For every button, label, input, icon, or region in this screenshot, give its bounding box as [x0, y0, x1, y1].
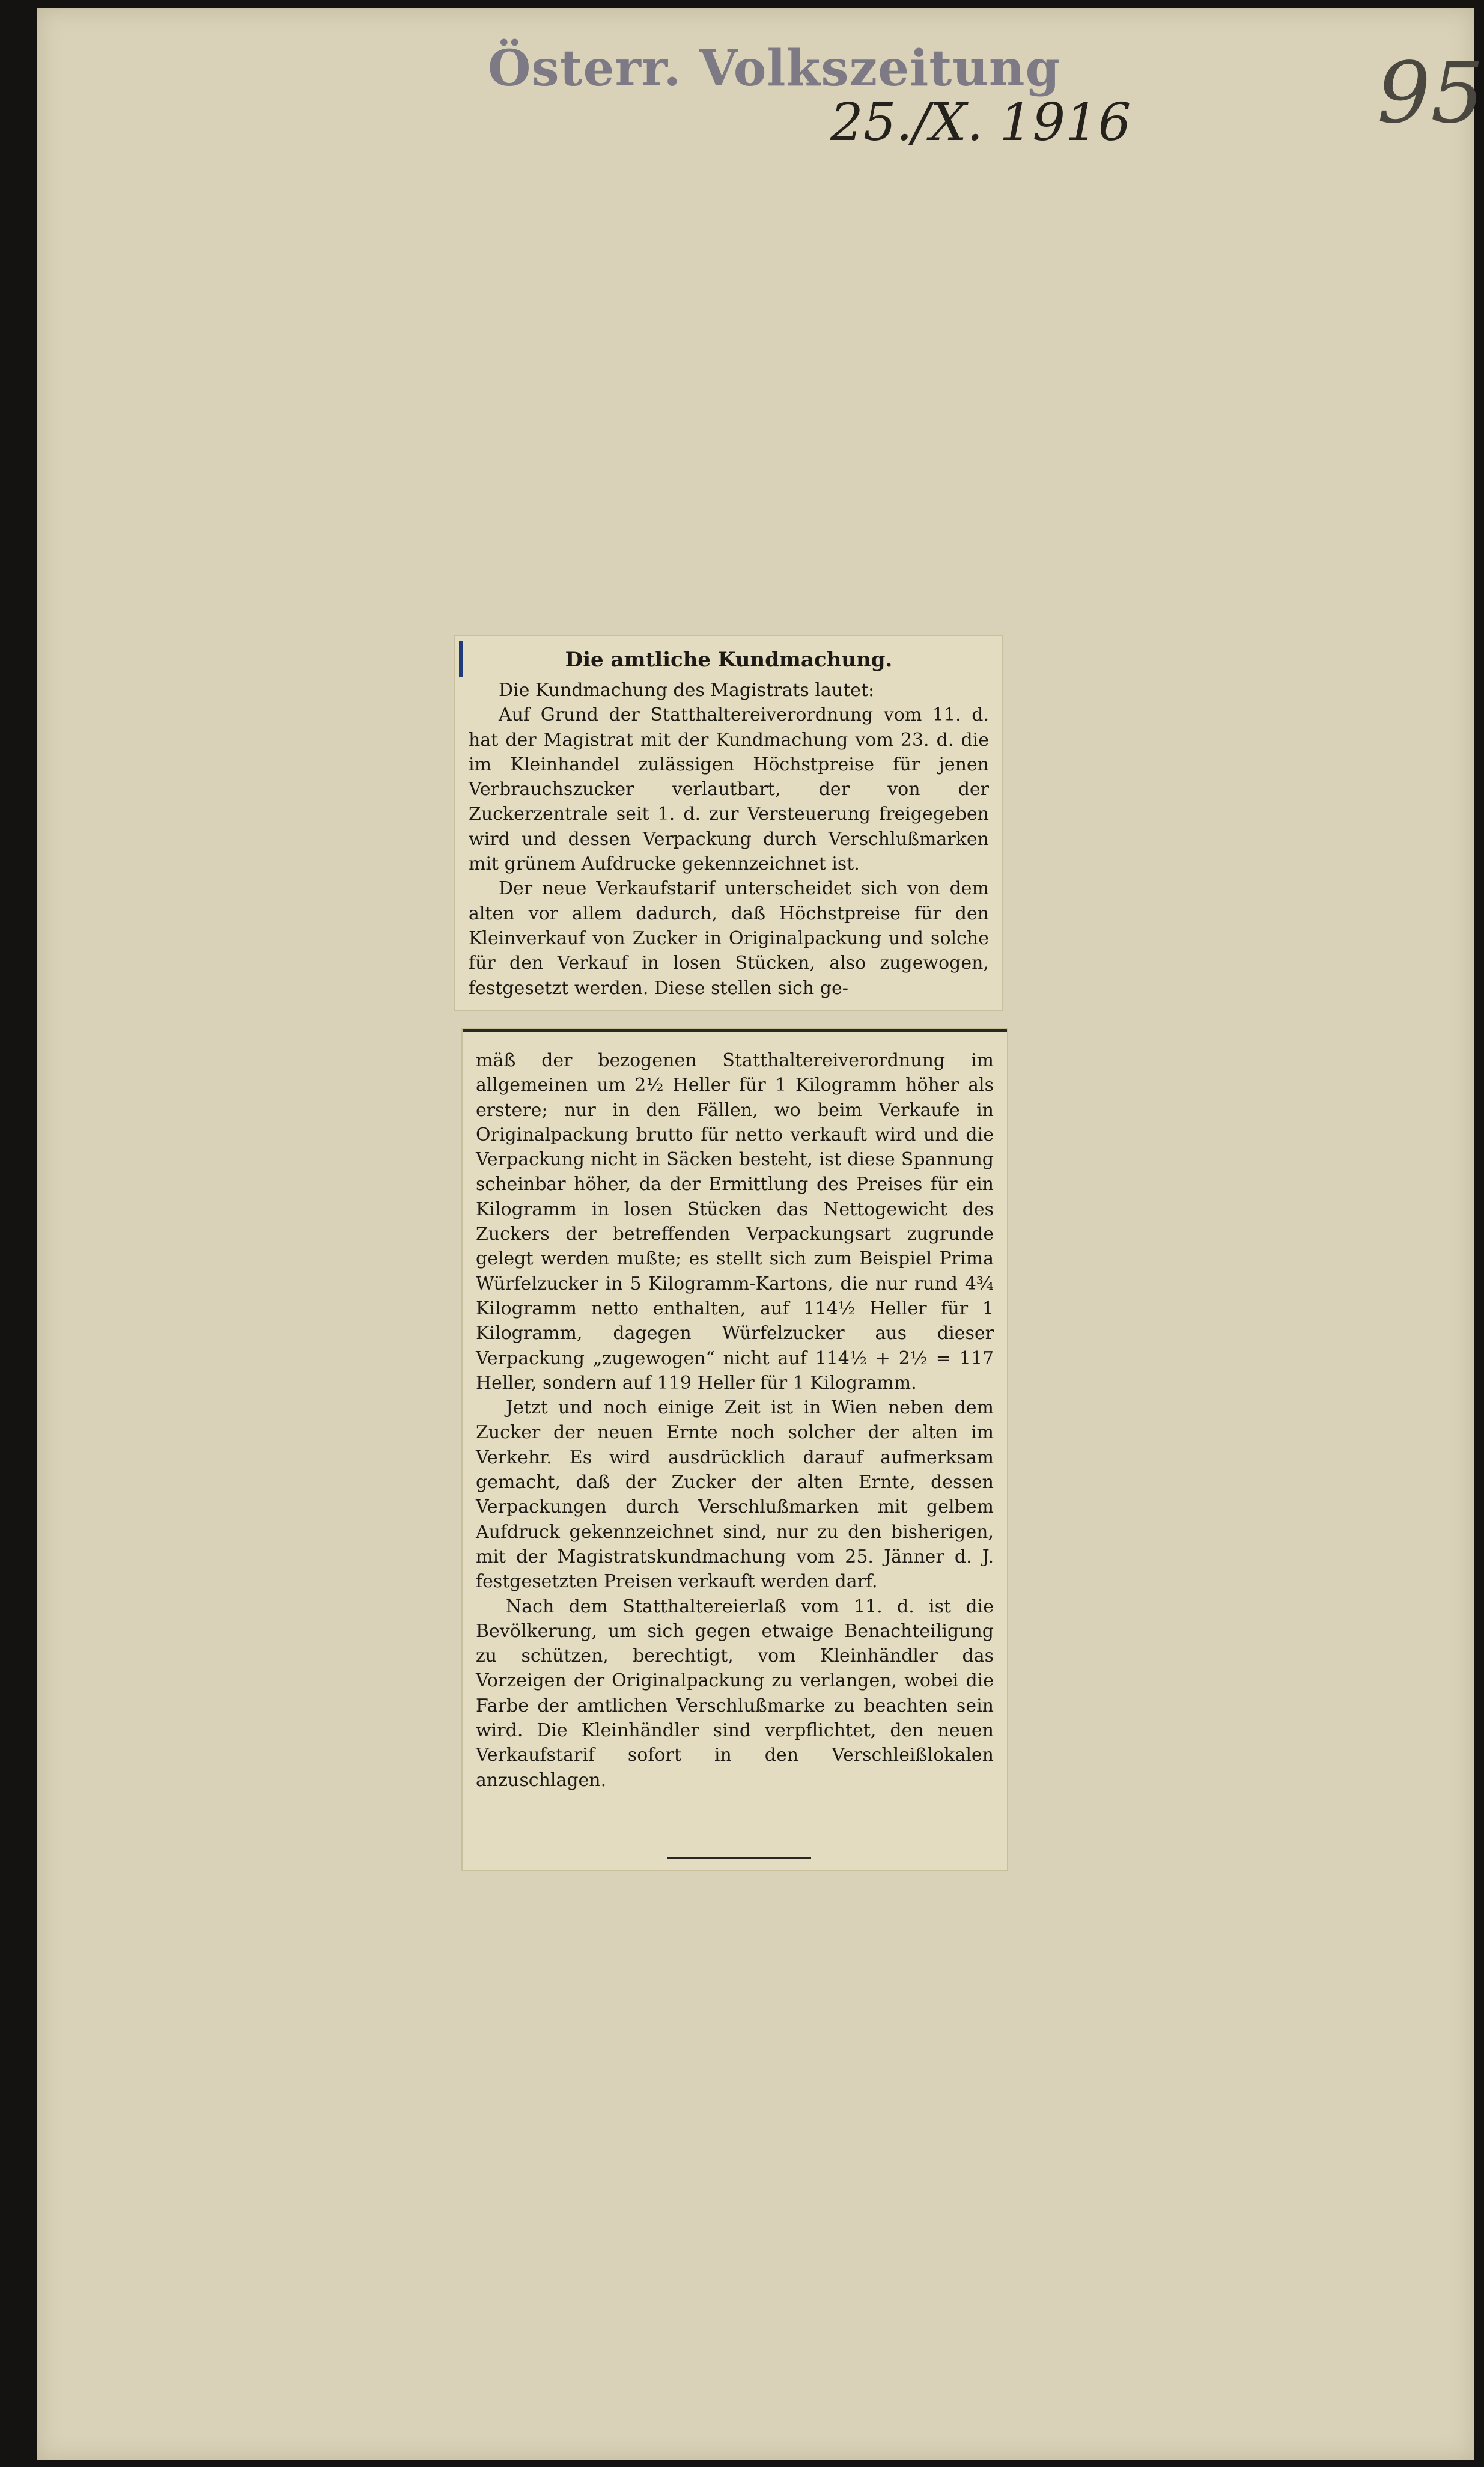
- column-rule: [463, 1029, 1007, 1032]
- article-headline: Die amtliche Kundmachung.: [565, 648, 893, 672]
- article-body-2: [476, 1048, 994, 1793]
- handwritten-date: 25./X. 1916: [830, 93, 1131, 153]
- paragraph: Der neue Verkaufstarif unterscheidet sich von dem alten vor allem dadurch, daß Höchstpreise für den Kleinverkauf von Zucker in Originalpackung und solche für den Verkauf in losen Stücken, also zugewogen, festgesetzt werden. Diese stellen sich ge-: [469, 878, 989, 999]
- end-rule: [667, 1857, 811, 1859]
- pencil-mark: [459, 641, 463, 677]
- folio-number: 95: [1377, 44, 1484, 142]
- article-body-1: [469, 678, 989, 1001]
- clipping-part-2: [463, 1029, 1007, 1870]
- paragraph: Nach dem Statthaltereierlaß vom 11. d. ist die Bevölkerung, um sich gegen etwaige Benachteiligung zu schützen, berechtigt, vom Kleinhändler das Vorzeigen der Originalpackung zu verlangen, wobei die Farbe der amtlichen Verschlußmarke zu beachten sein wird. Die Kleinhändler sind verpflichtet, den neuen Verkaufstarif sofort in den Verschleißlokalen anzuschlagen.: [476, 1596, 994, 1791]
- newspaper-stamp: Österr. Volkszeitung: [488, 40, 1060, 97]
- paragraph: Die Kundmachung des Magistrats lautet:: [499, 680, 875, 701]
- paragraph: Jetzt und noch einige Zeit ist in Wien neben dem Zucker der neuen Ernte noch solcher der alten im Verkehr. Es wird ausdrücklich darauf aufmerksam gemacht, daß der Zucker der alten Ernte, dessen Verpackungen durch Verschlußmarken mit gelbem Aufdruck gekennzeichnet sind, nur zu den bisherigen, mit der Magistratskundmachung vom 25. Jänner d. J. festgesetzten Preisen verkauft werden darf.: [476, 1397, 994, 1593]
- clipping-part-1: [455, 636, 1002, 1010]
- paragraph: mäß der bezogenen Statthaltereiverordnung im allgemeinen um 2½ Heller für 1 Kilogramm höher als erstere; nur in den Fällen, wo beim Verkaufe in Originalpackung brutto für netto verkauft wird und die Verpackung nicht in Säcken besteht, ist diese Spannung scheinbar höher, da der Ermittlung des Preises für ein Kilogramm in losen Stücken das Nettogewicht des Zuckers der betreffenden Verpackungsart zugrunde gelegt werden mußte; es stellt sich zum Beispiel Prima Würfelzucker in 5 Kilogramm-Kartons, die nur rund 4¾ Kilogramm netto enthalten, auf 114½ Heller für 1 Kilogramm, dagegen Würfelzucker aus dieser Verpackung „zugewogen“ nicht auf 114½ + 2½ = 117 Heller, sondern auf 119 Heller für 1 Kilogramm.: [476, 1050, 994, 1394]
- paragraph: Auf Grund der Statthaltereiverordnung vom 11. d. hat der Magistrat mit der Kundmachung vom 23. d. die im Kleinhandel zulässigen Höchstpreise für jenen Verbrauchszucker verlautbart, der von der Zuckerzentrale seit 1. d. zur Versteuerung freigegeben wird und dessen Verpackung durch Verschlußmarken mit grünem Aufdrucke gekennzeichnet ist.: [469, 704, 989, 875]
